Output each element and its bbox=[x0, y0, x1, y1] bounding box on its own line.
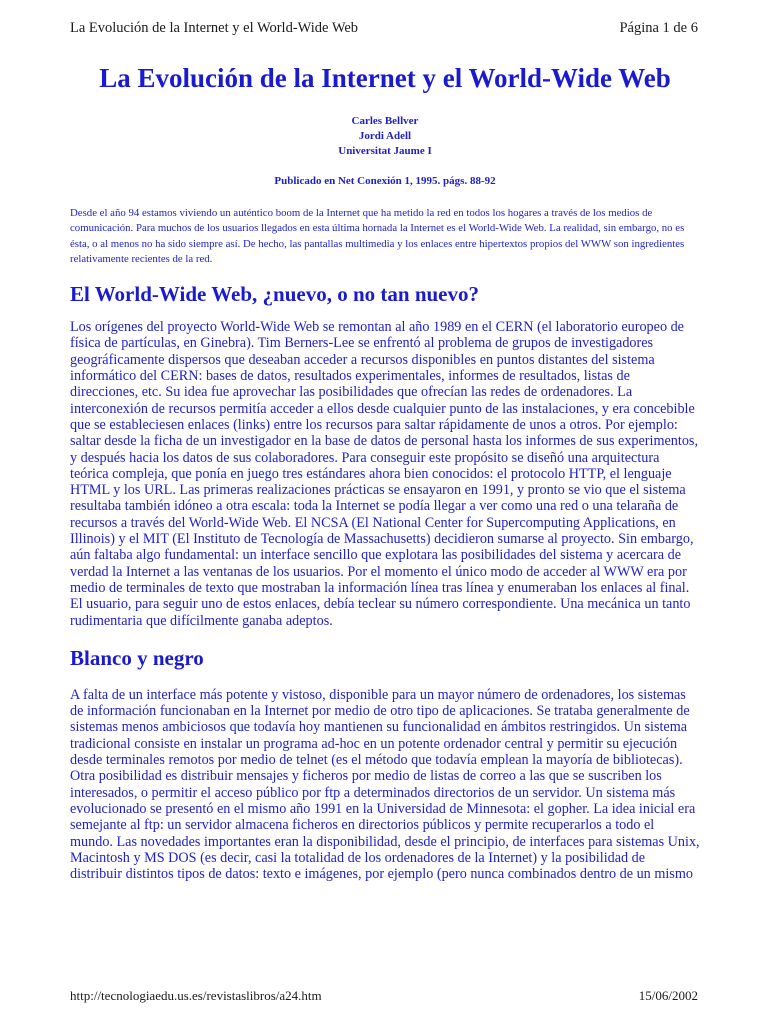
publication-info: Publicado en Net Conexión 1, 1995. págs. 88-92 bbox=[274, 175, 496, 187]
section-paragraph: A falta de un interface más potente y vistoso, disponible para un mayor número de ordenadores, los sistemas de información funcionaban en la Internet por medio de otro tipo de aplicaciones. Se trataba generalmente de sistemas menos ambiciosos que todavía hoy mantienen su funcionalidad en ámbitos restringidos. Un sistema tradicional consiste en instalar un programa ad-hoc en un potente ordenador central y permitir su ejecución desde terminales remotos por medio de telnet (es el método que todavía emplean la mayoría de bibliotecas). Otra posibilidad es distribuir mensajes y ficheros por medio de listas de correo a las que se suscriben los interesados, o permitir el acceso público por ftp a determinados directorios de un servidor. Un sistema más evolucionado se presentó en el mismo año 1991 en la Universidad de Minnesota: el gopher. La idea inicial era semejante al ftp: un servidor almacena ficheros en directorios públicos y permite recuperarlos a todo el mundo. Las novedades importantes eran la disponibilidad, desde el principio, de interfaces para sistemas Unix, Macintosh y MS DOS (es decir, casi la totalidad de los ordenadores de la Internet) y la posibilidad de distribuir distintos tipos de datos: texto e imágenes, por ejemplo (pero nunca combinados dentro de un mismo bbox=[70, 686, 700, 883]
author-name: Jordi Adell bbox=[358, 130, 412, 142]
header-title: La Evolución de la Internet y el World-Wide Web bbox=[70, 20, 359, 36]
section-heading: Blanco y negro bbox=[70, 645, 204, 670]
footer-url: http://tecnologiaedu.us.es/revistaslibros/a24.htm bbox=[70, 988, 322, 1003]
section-heading: El World-Wide Web, ¿nuevo, o no tan nuevo? bbox=[70, 282, 480, 307]
header-page-number: Página 1 de 6 bbox=[619, 20, 698, 36]
section-paragraph: Los orígenes del proyecto World-Wide Web se remontan al año 1989 en el CERN (el laboratorio europeo de física de partículas, en Ginebra). Tim Berners-Lee se enfrentó al problema de grupos de investigadores geográficamente dispersos que deseaban acceder a recursos disponibles en puntos distantes del sistema informático del CERN: bases de datos, resultados experimentales, informes de resultados, listas de direcciones, etc. Su idea fue aprovechar las posibilidades que ofrecían las redes de ordenadores. La interconexión de recursos permitía acceder a ellos desde cualquier punto de las instalaciones, y era concebible que se estableciesen enlaces (links) entre los recursos para saltar rápidamente de unos a otros. Por ejemplo: saltar desde la ficha de un investigador en la base de datos de personal hasta los informes de sus experimentos, y después hacia los datos de sus colaboradores. Para conseguir este propósito se diseñó una arquitectura teórica compleja, que ponía en juego tres estándares ahora bien conocidos: el protocolo HTTP, el lenguaje HTML y los URL. Las primeras realizaciones prácticas se ensayaron en 1991, y pronto se vio que el sistema resultaba también idóneo a otra escala: toda la Internet se podía llegar a ver como una red o una telaraña de recursos a través del World-Wide Web. El NCSA (El National Center for Supercomputing Applications, en Illinois) y el MIT (El Instituto de Tecnología de Massachusetts) decidieron sumarse al proyecto. Sin embargo, aún faltaba algo fundamental: un interface sencillo que explotara las posibilidades del sistema y acercara de verdad la Internet a las ventanas de los usuarios. Por el momento el único modo de acceder al WWW era por medio de terminales de texto que mostraban la información línea tras línea y enumeraban los enlaces al final. El usuario, para seguir uno de estos enlaces, debía teclear su número correspondiente. Una mecánica un tanto rudimentaria que difícilmente ganaba adeptos. bbox=[70, 319, 698, 629]
author-name: Carles Bellver bbox=[351, 115, 419, 127]
print-header bbox=[70, 20, 698, 37]
article bbox=[70, 62, 700, 882]
article-title: La Evolución de la Internet y el World-Wide Web bbox=[99, 63, 671, 93]
footer-date: 15/06/2002 bbox=[638, 988, 698, 1003]
abstract-paragraph: Desde el año 94 estamos viviendo un auténtico boom de la Internet que ha metido la red en todos los hogares a través de los medios de comunicación. Para muchos de los usuarios llegados en esta última hornada la Internet es el World-Wide Web. La realidad, sin embargo, no es ésta, o al menos no ha sido siempre así. De hecho, las pantallas multimedia y los enlaces entre hipertextos propios del WWW son ingredientes relativamente recientes de la red. bbox=[70, 207, 685, 265]
author-affiliation: Universitat Jaume I bbox=[338, 145, 432, 157]
author-block bbox=[70, 114, 700, 159]
print-footer bbox=[70, 988, 698, 1004]
